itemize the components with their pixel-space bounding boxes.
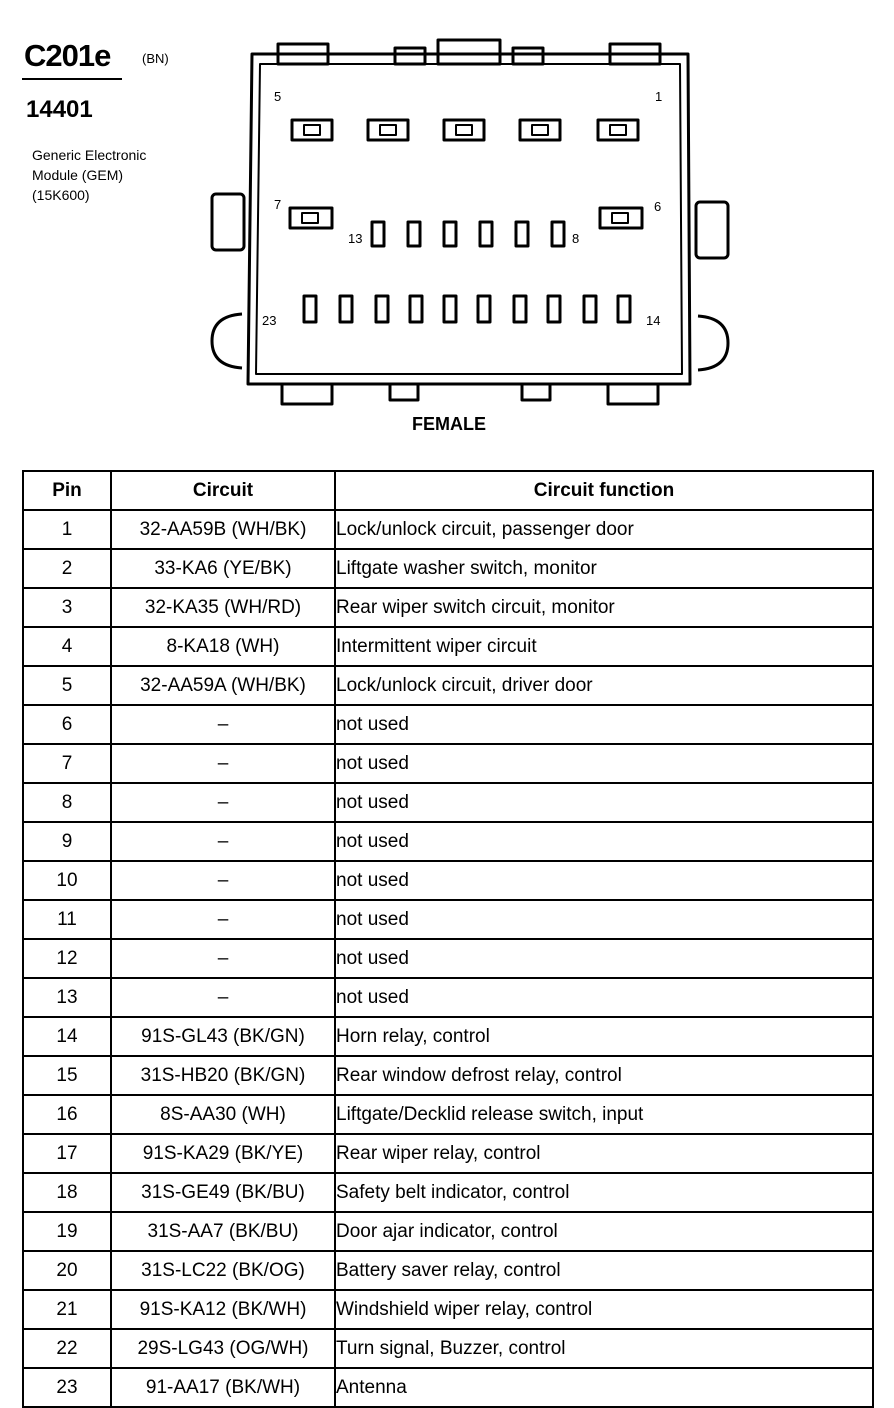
circuit-cell: 31S-AA7 (BK/BU) [111,1212,335,1251]
table-row [23,1329,873,1368]
table-row [23,861,873,900]
right-side-tab [696,202,728,258]
circuit-cell: 31S-HB20 (BK/GN) [111,1056,335,1095]
circuit-cell: – [111,783,335,822]
circuit-cell: – [111,861,335,900]
table-row [23,939,873,978]
pin-cell: 15 [23,1056,111,1095]
pin-label: 7 [274,197,282,212]
pin-cell: 5 [23,666,111,705]
column-header-pin: Pin [23,471,111,510]
pin-cell: 18 [23,1173,111,1212]
table-row [23,588,873,627]
pin-cell: 9 [23,822,111,861]
bottom-key [608,384,658,404]
top-key [438,40,500,64]
description-line: Module (GEM) [32,167,124,183]
pin-label: 1 [655,89,663,104]
connector-face-diagram [200,36,740,416]
table-row [23,666,873,705]
module-description [32,145,146,205]
table-row [23,1095,873,1134]
function-cell: not used [335,978,873,1017]
circuit-cell: 8-KA18 (WH) [111,627,335,666]
circuit-cell: 29S-LG43 (OG/WH) [111,1329,335,1368]
function-cell: not used [335,900,873,939]
table-row [23,627,873,666]
pin-label: 8 [572,231,580,246]
pinout-table [22,470,874,1408]
table-row [23,705,873,744]
table-header-row [23,471,873,510]
table-row [23,1017,873,1056]
middle-cavity-row [290,208,642,246]
right-lower-lobe [698,316,728,370]
pin-label: 6 [654,199,662,214]
pin-cell: 1 [23,510,111,549]
left-lower-lobe [212,314,242,368]
function-cell: Rear wiper relay, control [335,1134,873,1173]
bottom-key [282,384,332,404]
connector-id: C201e [24,38,111,73]
table-row [23,1368,873,1407]
gender-label: FEMALE [412,414,486,434]
function-cell: not used [335,783,873,822]
bottom-key [522,384,550,400]
pin-label: 5 [274,89,282,104]
table-row [23,783,873,822]
circuit-cell: – [111,900,335,939]
function-cell: Turn signal, Buzzer, control [335,1329,873,1368]
table-row [23,1212,873,1251]
left-side-tab [212,194,244,250]
circuit-cell: 33-KA6 (YE/BK) [111,549,335,588]
top-key [513,48,543,64]
table-row [23,822,873,861]
pin-label: 23 [262,313,277,328]
description-line: (15K600) [32,187,90,203]
table-row [23,1173,873,1212]
table-row [23,549,873,588]
top-cavity-row [292,120,638,140]
function-cell: not used [335,861,873,900]
pin-cell: 14 [23,1017,111,1056]
function-cell: not used [335,822,873,861]
function-cell: Door ajar indicator, control [335,1212,873,1251]
table-row [23,1056,873,1095]
pin-label: 13 [348,231,363,246]
function-cell: Horn relay, control [335,1017,873,1056]
column-header-circuit: Circuit [111,471,335,510]
pin-cell: 17 [23,1134,111,1173]
table-row [23,744,873,783]
function-cell: Lock/unlock circuit, passenger door [335,510,873,549]
pin-cell: 23 [23,1368,111,1407]
circuit-cell: 91S-GL43 (BK/GN) [111,1017,335,1056]
bottom-key [390,384,418,400]
pin-cell: 13 [23,978,111,1017]
pin-cell: 7 [23,744,111,783]
circuit-cell: 8S-AA30 (WH) [111,1095,335,1134]
pin-cell: 10 [23,861,111,900]
circuit-cell: 31S-LC22 (BK/OG) [111,1251,335,1290]
circuit-cell: – [111,705,335,744]
bottom-cavity-row [304,296,630,322]
pin-cell: 20 [23,1251,111,1290]
function-cell: not used [335,705,873,744]
pin-label: 14 [646,313,661,328]
pin-cell: 21 [23,1290,111,1329]
circuit-cell: 31S-GE49 (BK/BU) [111,1173,335,1212]
pin-cell: 6 [23,705,111,744]
circuit-cell: 32-AA59B (WH/BK) [111,510,335,549]
table-row [23,510,873,549]
circuit-cell: – [111,939,335,978]
pin-cell: 16 [23,1095,111,1134]
table-row [23,1290,873,1329]
pin-cell: 22 [23,1329,111,1368]
table-row [23,900,873,939]
column-header-function: Circuit function [335,471,873,510]
circuit-cell: 91S-KA29 (BK/YE) [111,1134,335,1173]
pin-cell: 2 [23,549,111,588]
circuit-cell: 32-AA59A (WH/BK) [111,666,335,705]
pin-cell: 4 [23,627,111,666]
table-row [23,978,873,1017]
title-underline [22,78,122,80]
connector-color: (BN) [142,51,169,66]
part-number: 14401 [26,96,93,123]
pin-cell: 19 [23,1212,111,1251]
pin-cell: 11 [23,900,111,939]
connector-body [248,54,690,384]
circuit-cell: 91-AA17 (BK/WH) [111,1368,335,1407]
circuit-cell: 32-KA35 (WH/RD) [111,588,335,627]
function-cell: Windshield wiper relay, control [335,1290,873,1329]
function-cell: Rear wiper switch circuit, monitor [335,588,873,627]
pin-cell: 12 [23,939,111,978]
function-cell: Liftgate/Decklid release switch, input [335,1095,873,1134]
connector-inner-wall [256,64,682,374]
function-cell: Antenna [335,1368,873,1407]
circuit-cell: 91S-KA12 (BK/WH) [111,1290,335,1329]
description-line: Generic Electronic [32,147,147,163]
function-cell: not used [335,744,873,783]
function-cell: Liftgate washer switch, monitor [335,549,873,588]
table-row [23,1134,873,1173]
function-cell: not used [335,939,873,978]
pin-cell: 3 [23,588,111,627]
function-cell: Safety belt indicator, control [335,1173,873,1212]
circuit-cell: – [111,978,335,1017]
pin-cell: 8 [23,783,111,822]
function-cell: Intermittent wiper circuit [335,627,873,666]
function-cell: Lock/unlock circuit, driver door [335,666,873,705]
table-row [23,1251,873,1290]
function-cell: Battery saver relay, control [335,1251,873,1290]
top-key [395,48,425,64]
circuit-cell: – [111,744,335,783]
circuit-cell: – [111,822,335,861]
function-cell: Rear window defrost relay, control [335,1056,873,1095]
